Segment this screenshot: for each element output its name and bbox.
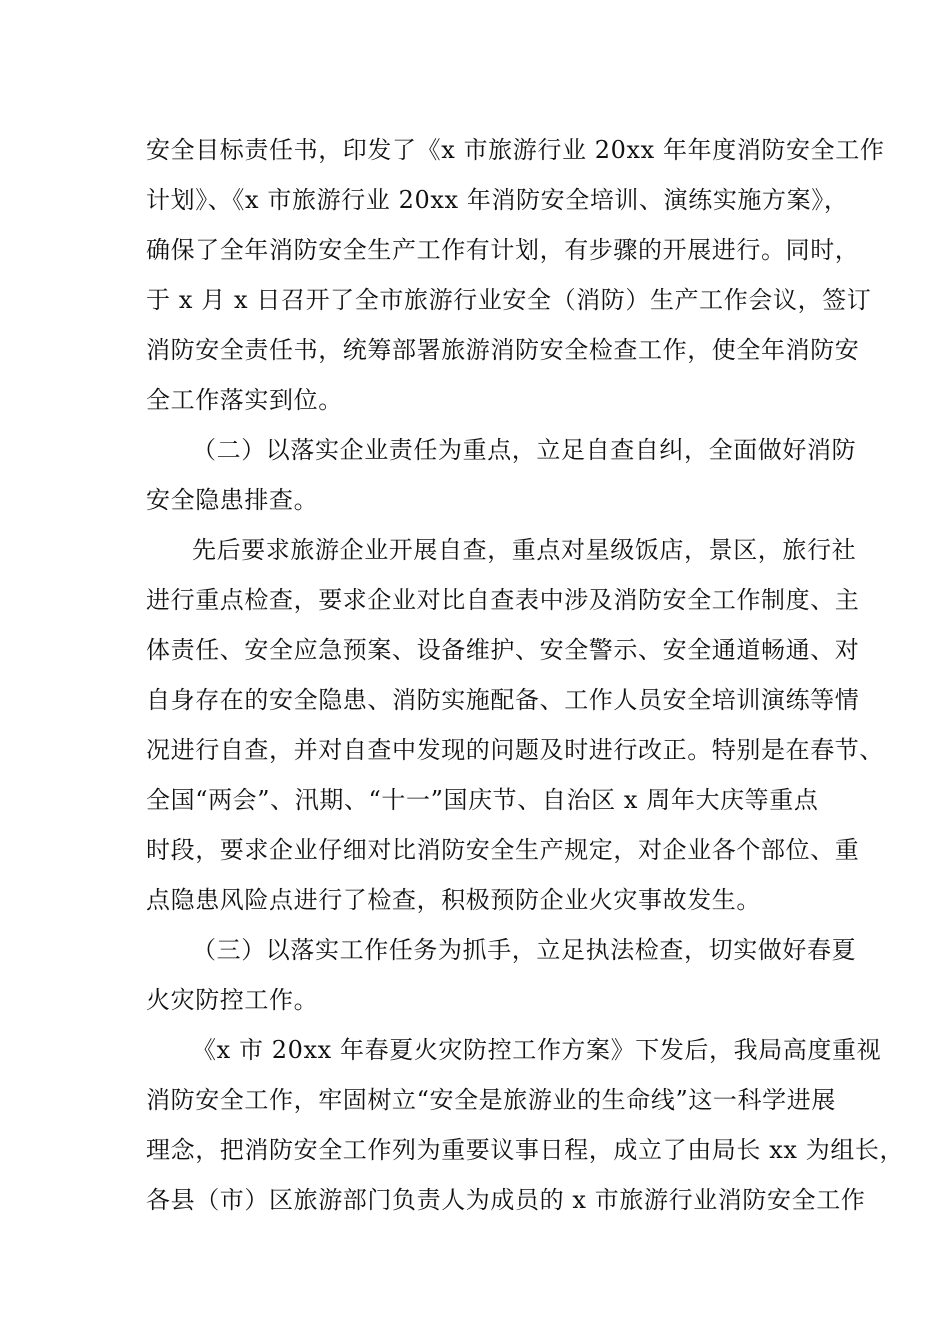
text-line: 自身存在的安全隐患、消防实施配备、工作人员安全培训演练等情 <box>146 686 860 714</box>
text-line: 先后要求旅游企业开展自查，重点对星级饭店，景区，旅行社 <box>192 536 857 564</box>
text-line: 安全目标责任书，印发了《x 市旅游行业 20xx 年年度消防安全工作 <box>146 136 885 164</box>
section-heading-line: （三）以落实工作任务为抓手，立足执法检查，切实做好春夏 <box>192 936 857 964</box>
section-heading-line: 火灾防控工作。 <box>146 986 319 1014</box>
text-line: 各县（市）区旅游部门负责人为成员的 x 市旅游行业消防安全工作 <box>146 1186 866 1214</box>
text-line: 全工作落实到位。 <box>146 386 343 414</box>
text-line: 进行重点检查，要求企业对比自查表中涉及消防安全工作制度、主 <box>146 586 860 614</box>
text-line: 点隐患风险点进行了检查，积极预防企业火灾事故发生。 <box>146 886 761 914</box>
section-heading-line: （二）以落实企业责任为重点，立足自查自纠，全面做好消防 <box>192 436 857 464</box>
text-line: 时段，要求企业仔细对比消防安全生产规定，对企业各个部位、重 <box>146 836 860 864</box>
text-line: 况进行自查，并对自查中发现的问题及时进行改正。特别是在春节、 <box>146 736 884 764</box>
text-line: 理念，把消防安全工作列为重要议事日程，成立了由局长 xx 为组长， <box>146 1136 905 1164</box>
text-line: 消防安全责任书，统筹部署旅游消防安全检查工作，使全年消防安 <box>146 336 860 364</box>
text-line: 确保了全年消防安全生产工作有计划，有步骤的开展进行。同时， <box>146 236 860 264</box>
text-line: 体责任、安全应急预案、设备维护、安全警示、安全通道畅通、对 <box>146 636 860 664</box>
text-line: 全国“两会”、汛期、“十一”国庆节、自治区 x 周年大庆等重点 <box>146 786 819 814</box>
text-line: 于 x 月 x 日召开了全市旅游行业安全（消防）生产工作会议，签订 <box>146 286 872 314</box>
text-line: 消防安全工作，牢固树立“安全是旅游业的生命线”这一科学进展 <box>146 1086 836 1114</box>
text-line: 计划》、《x 市旅游行业 20xx 年消防安全培训、演练实施方案》， <box>146 186 849 214</box>
section-heading-line: 安全隐患排查。 <box>146 486 319 514</box>
text-line: 《x 市 20xx 年春夏火灾防控工作方案》下发后，我局高度重视 <box>192 1036 882 1064</box>
